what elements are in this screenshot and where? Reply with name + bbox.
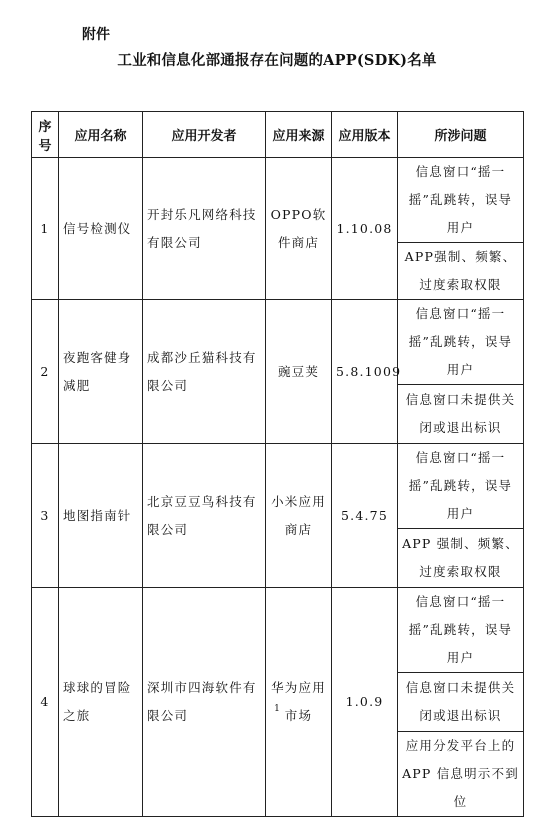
row-version: 1.0.9: [332, 588, 398, 817]
attachment-label: 附件: [82, 27, 110, 43]
row-source: 豌豆荚: [266, 300, 332, 444]
row-developer: 深圳市四海软件有限公司: [143, 588, 266, 817]
row-source: 华为应用市场: [266, 588, 332, 817]
row-issue: 信息窗口“摇一摇”乱跳转，误导用户: [398, 588, 524, 673]
row-developer: 成都沙丘猫科技有限公司: [143, 300, 266, 444]
row-version: 1.10.08: [332, 158, 398, 300]
row-source: OPPO软件商店: [266, 158, 332, 300]
document-title: 工业和信息化部通报存在问题的APP(SDK)名单: [117, 52, 437, 69]
row-issue: 信息窗口“摇一摇”乱跳转，误导用户: [398, 158, 524, 243]
row-issue: 信息窗口未提供关闭或退出标识: [398, 385, 524, 444]
header-app-name: 应用名称: [59, 112, 143, 158]
row-issue: 信息窗口未提供关闭或退出标识: [398, 673, 524, 732]
row-issue: 应用分发平台上的APP 信息明示不到位: [398, 732, 524, 817]
header-no: 序号: [32, 112, 59, 158]
header-version: 应用版本: [332, 112, 398, 158]
row-no: 2: [32, 300, 59, 444]
row-version: 5.8.1009: [332, 300, 398, 444]
row-no: 1: [32, 158, 59, 300]
row-issue: 信息窗口“摇一摇”乱跳转，误导用户: [398, 444, 524, 529]
row-issue: APP强制、频繁、过度索取权限: [398, 243, 524, 300]
row-no: 3: [32, 444, 59, 588]
row-app-name: 地图指南针: [59, 444, 143, 588]
table-row: [32, 588, 524, 673]
table-header-row: [32, 112, 524, 158]
header-issues: 所涉问题: [398, 112, 524, 158]
row-developer: 开封乐凡网络科技有限公司: [143, 158, 266, 300]
row-version: 5.4.75: [332, 444, 398, 588]
table-row: [32, 158, 524, 243]
table-row: [32, 444, 524, 529]
row-app-name: 球球的冒险之旅: [59, 588, 143, 817]
page-number: 1: [274, 704, 280, 714]
header-developer: 应用开发者: [143, 112, 266, 158]
row-app-name: 信号检测仪: [59, 158, 143, 300]
row-developer: 北京豆豆鸟科技有限公司: [143, 444, 266, 588]
row-app-name: 夜跑客健身减肥: [59, 300, 143, 444]
header-source: 应用来源: [266, 112, 332, 158]
row-source: 小米应用商店: [266, 444, 332, 588]
row-no: 4: [32, 588, 59, 817]
table-row: [32, 300, 524, 385]
row-issue: 信息窗口“摇一摇”乱跳转，误导用户: [398, 300, 524, 385]
row-issue: APP 强制、频繁、过度索取权限: [398, 529, 524, 588]
